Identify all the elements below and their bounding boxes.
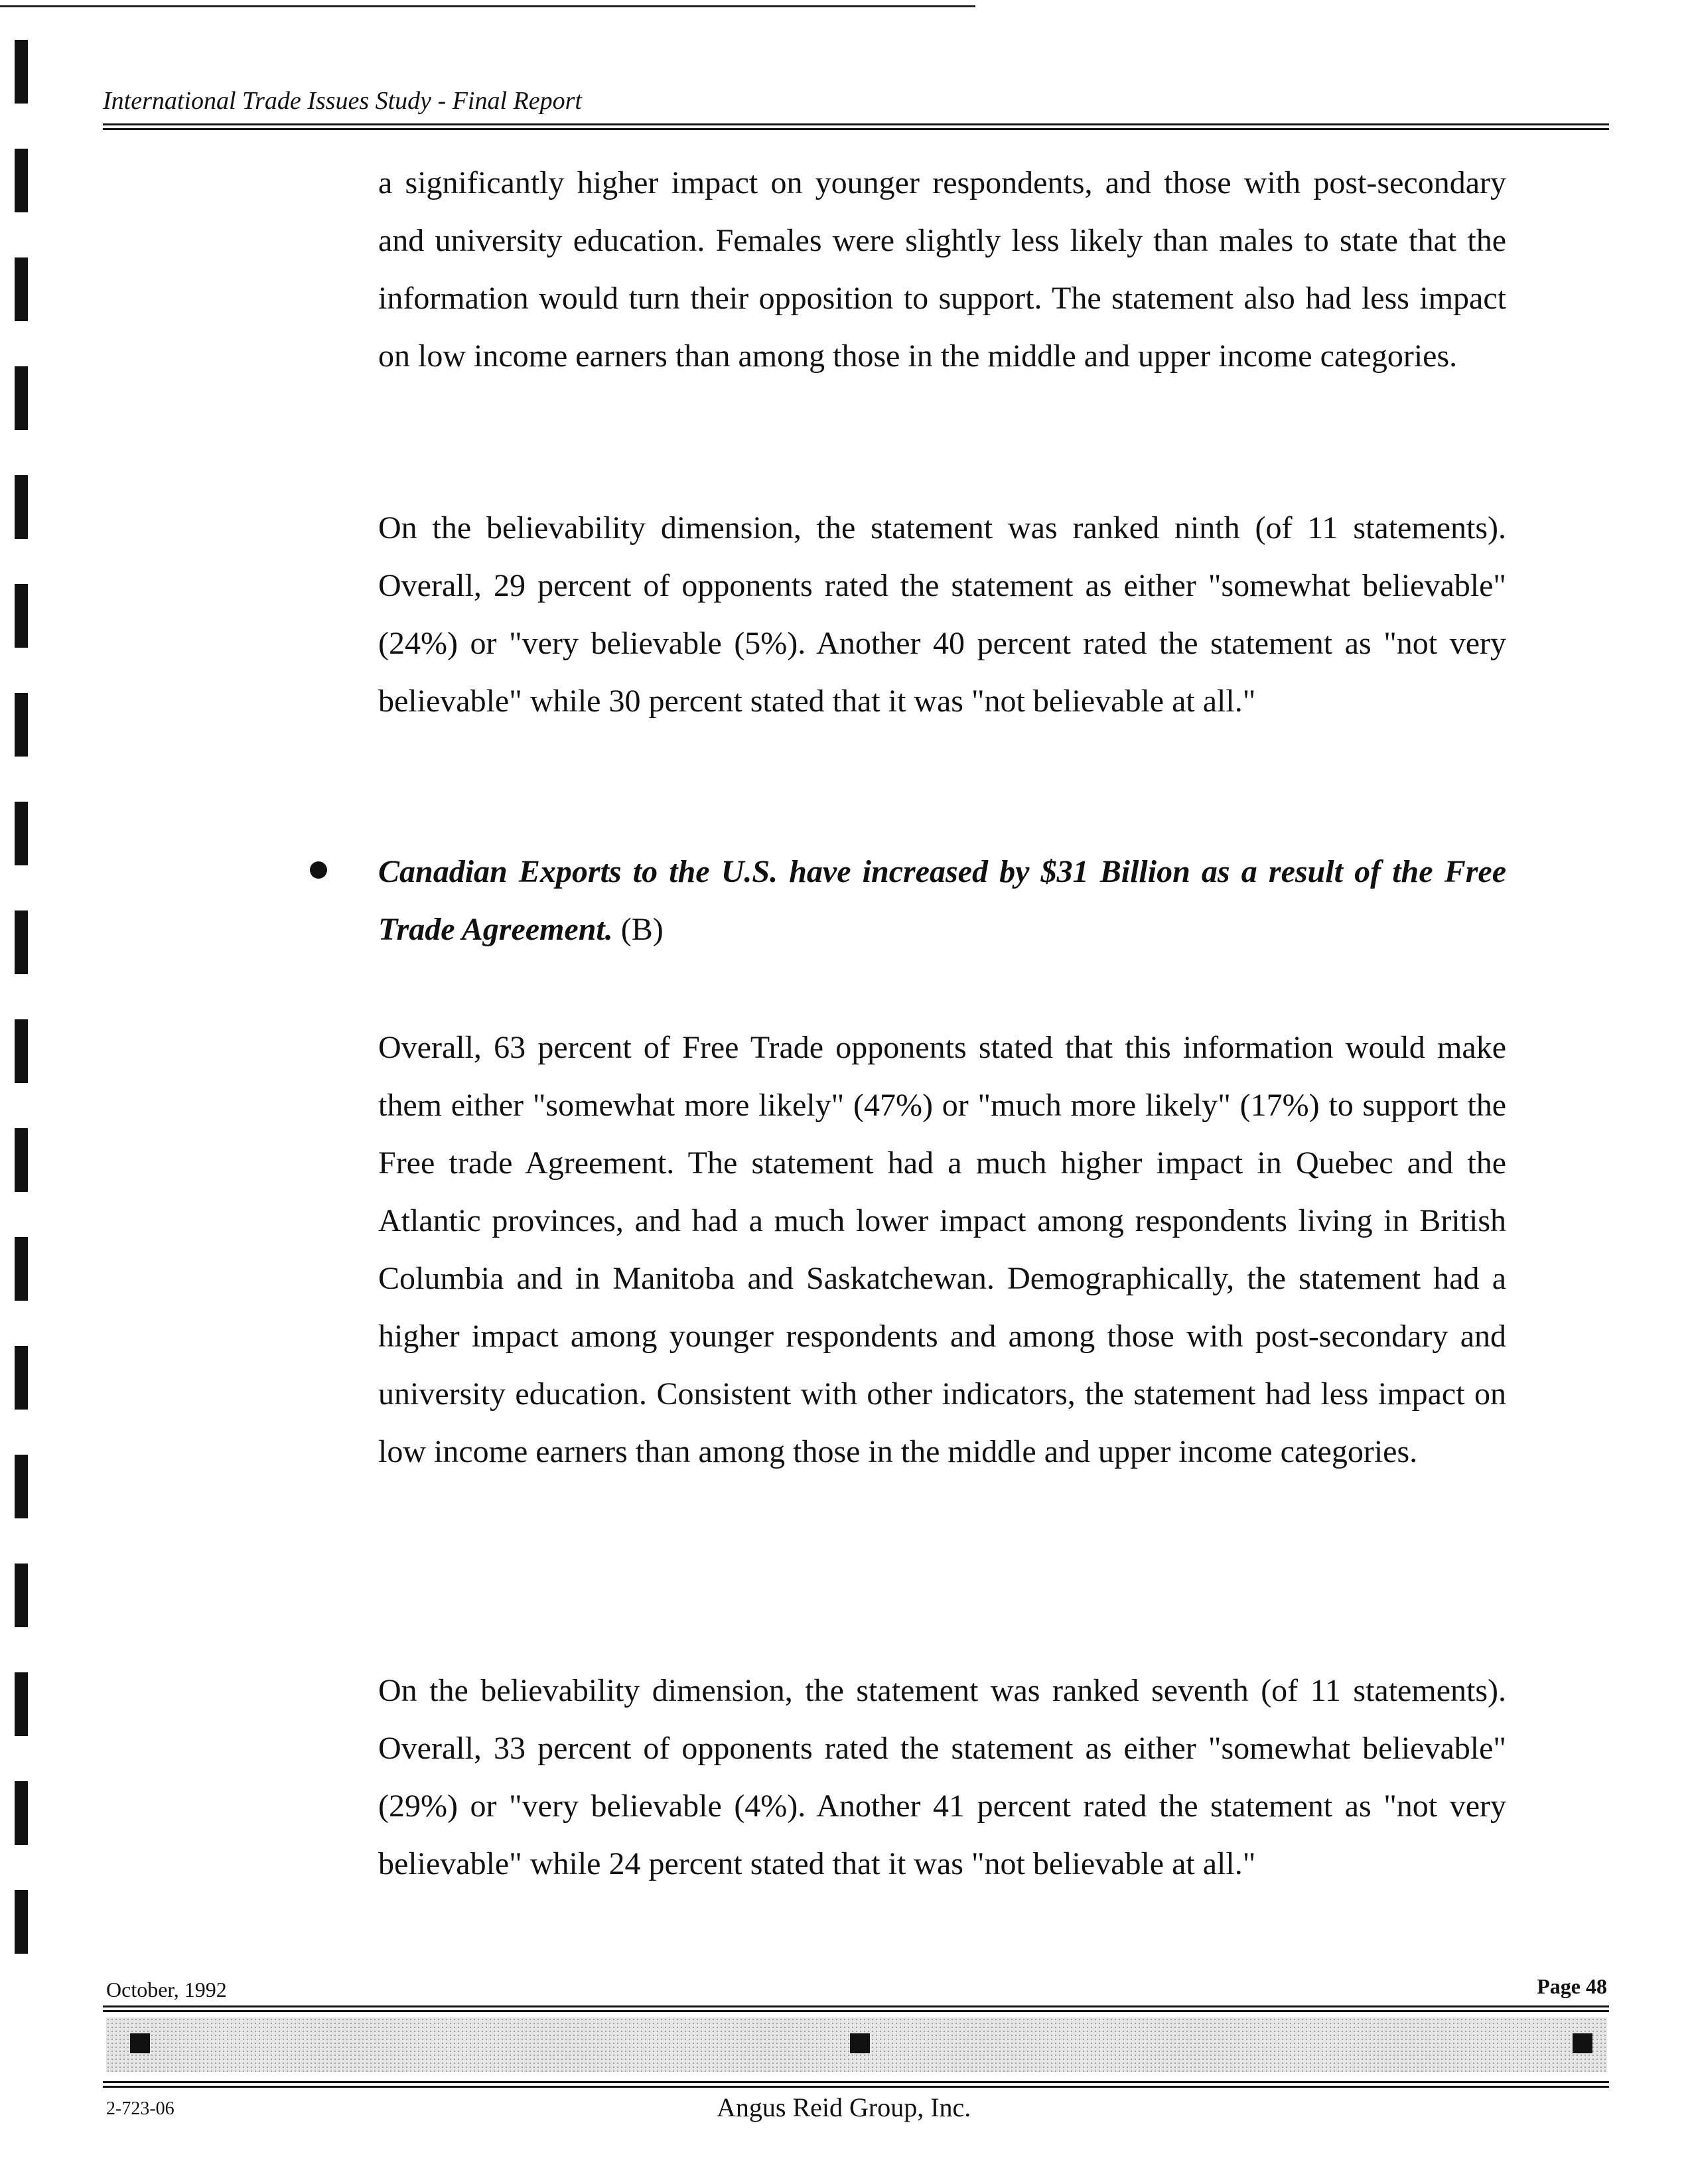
page-number: Page 48	[1537, 1974, 1607, 1998]
statement-text: Canadian Exports to the U.S. have increased by $31 Billion as a result of the Free Trade Agreement.	[378, 854, 1506, 947]
statement-code: (B)	[620, 912, 664, 947]
paragraph-believability-2: On the believability dimension, the statement was ranked seventh (of 11 statements). Overall, 33 percent of opponents rated the statement as either "somewhat believable" (29%) or "very believable (4%). Another 41 percent rated the statement as "not very believable" while 24 percent stated that it was "not believable at all."	[378, 1673, 1506, 1881]
top-edge-rule	[0, 5, 975, 7]
paragraph-believability-1: On the believability dimension, the statement was ranked ninth (of 11 statements). Overall, 29 percent of opponents rated the statement as either "somewhat believable" (24%) or "very believable (5%). Another 40 percent rated the statement as "not very believable" while 30 percent stated that it was "not believable at all."	[378, 510, 1506, 719]
bullet-icon	[310, 861, 327, 879]
square-marker-right	[1573, 2033, 1592, 2053]
footer-band	[106, 2017, 1607, 2072]
square-marker-center	[850, 2033, 870, 2053]
paragraph-impact-continued: a significantly higher impact on younger respondents, and those with post-secondary and university education. Females were slightly less likely than males to state that the information would turn their opposition to support. The statement also had less impact on low income earners than among those in the middle and upper income categories.	[378, 165, 1506, 374]
footer-rule-top	[103, 2005, 1609, 2012]
document-code: 2-723-06	[106, 2098, 175, 2119]
binding-marks	[15, 40, 28, 1999]
square-marker-left	[130, 2033, 150, 2053]
paragraph-impact-2: Overall, 63 percent of Free Trade opponents stated that this information would make them either "somewhat more likely" (47%) or "much more likely" (17%) to support the Free trade Agreement. The statement had a much higher impact in Quebec and the Atlantic provinces, and had a much lower impact among respondents living in British Columbia and in Manitoba and Saskatchewan. Demographically, the statement had a higher impact among younger respondents and among those with post-secondary and university education. Consistent with other indicators, the statement had less impact on low income earners than among those in the middle and upper income categories.	[378, 1030, 1506, 1469]
footer-date: October, 1992	[106, 1978, 227, 2002]
footer-rule-bottom	[103, 2081, 1609, 2088]
running-header: International Trade Issues Study - Final Report	[103, 87, 582, 115]
company-name: Angus Reid Group, Inc.	[717, 2092, 971, 2122]
header-rule	[103, 123, 1609, 130]
statement-heading	[378, 843, 1506, 958]
